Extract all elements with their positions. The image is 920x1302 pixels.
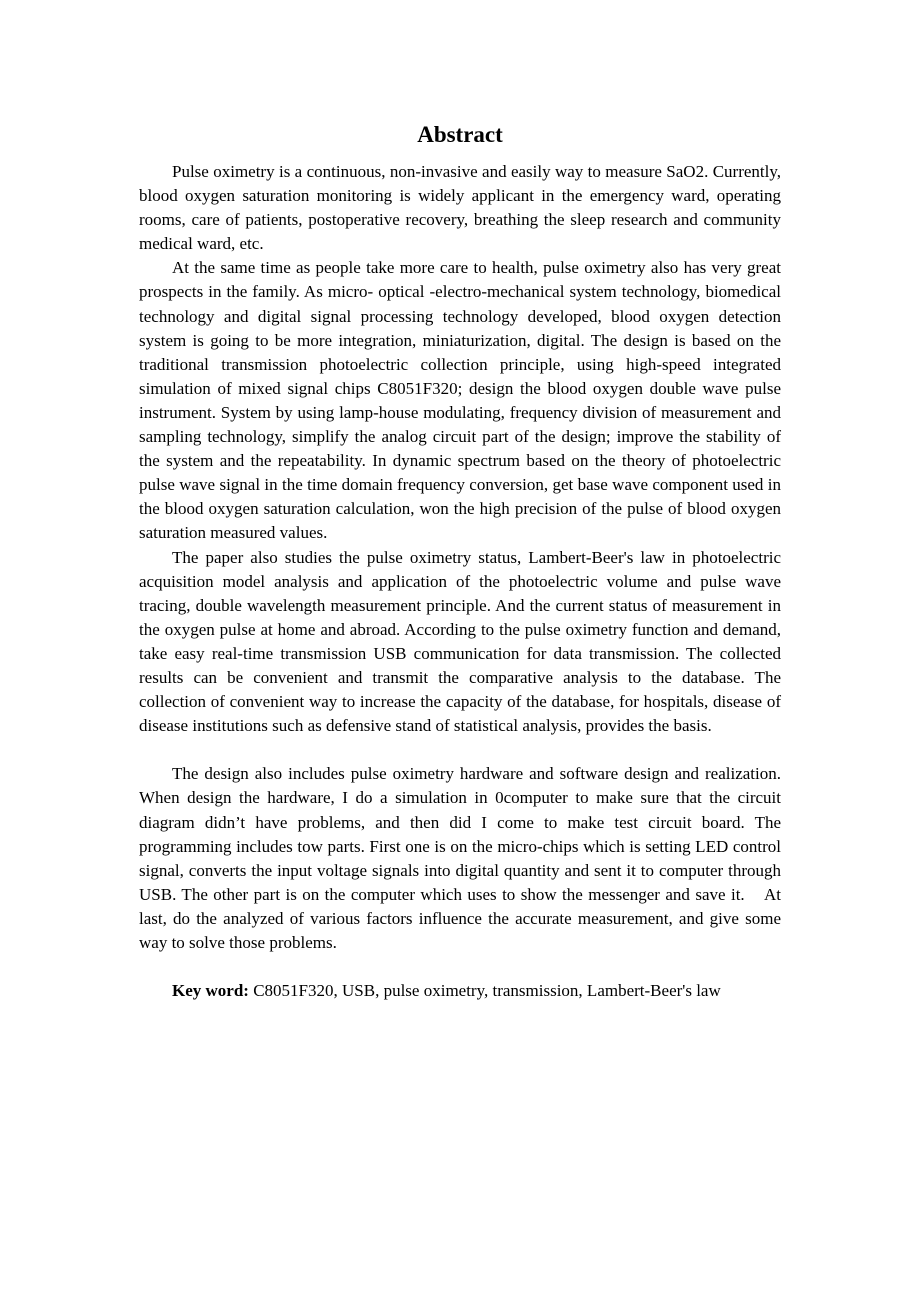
abstract-body [139,160,781,1003]
keywords-line [139,979,781,1003]
paragraph-spacer [139,738,781,762]
keywords-text: C8051F320, USB, pulse oximetry, transmission, Lambert-Beer's law [253,981,721,1001]
paragraph-intro: Pulse oximetry is a continuous, non-invasive and easily way to measure SaO2. Currently, blood oxygen saturation monitoring is widely applicant in the emergency ward, operating rooms, care of patients, postoperative recovery, breathing the sleep research and community medical ward, etc. [139,162,781,254]
paragraph-implementation: The design also includes pulse oximetry hardware and software design and realization. When design the hardware, I do a simulation in 0computer to make sure that the circuit diagram didn’t have problems, and then did I come to make test circuit board. The programming includes tow parts. First one is on the micro-chips which is setting LED control signal, converts the input voltage signals into digital quantity and sent it to computer through USB. The other part is on the computer which uses to show the messenger and save it. At last, do the analyzed of various factors influence the accurate measurement, and give some way to solve those problems. [139,764,781,952]
paragraph-design: At the same time as people take more care to health, pulse oximetry also has very great prospects in the family. As micro- optical -electro-mechanical system technology, biomedical technology and digital signal processing technology developed, blood oxygen detection system is going to be more integration, miniaturization, digital. The design is based on the traditional transmission photoelectric collection principle, using high-speed integrated simulation of mixed signal chips C8051F320; design the blood oxygen double wave pulse instrument. System by using lamp-house modulating, frequency division of measurement and sampling technology, simplify the analog circuit part of the design; improve the stability of the system and the repeatability. In dynamic spectrum based on the theory of photoelectric pulse wave signal in the time domain frequency conversion, get base wave component used in the blood oxygen saturation calculation, won the high precision of the pulse of blood oxygen saturation measured values. [139,258,781,543]
paragraph-study: The paper also studies the pulse oximetry status, Lambert-Beer's law in photoelectric acquisition model analysis and application of the photoelectric volume and pulse wave tracing, double wavelength measurement principle. And the current status of measurement in the oxygen pulse at home and abroad. According to the pulse oximetry function and demand, take easy real-time transmission USB communication for data transmission. The collected results can be convenient and transmit the comparative analysis to the database. The collection of convenient way to increase the capacity of the database, for hospitals, disease of disease institutions such as defensive stand of statistical analysis, provides the basis. [139,547,781,736]
paragraph-spacer [139,955,781,979]
keywords-label: Key word: [172,981,249,1001]
abstract-title: Abstract [417,122,503,147]
